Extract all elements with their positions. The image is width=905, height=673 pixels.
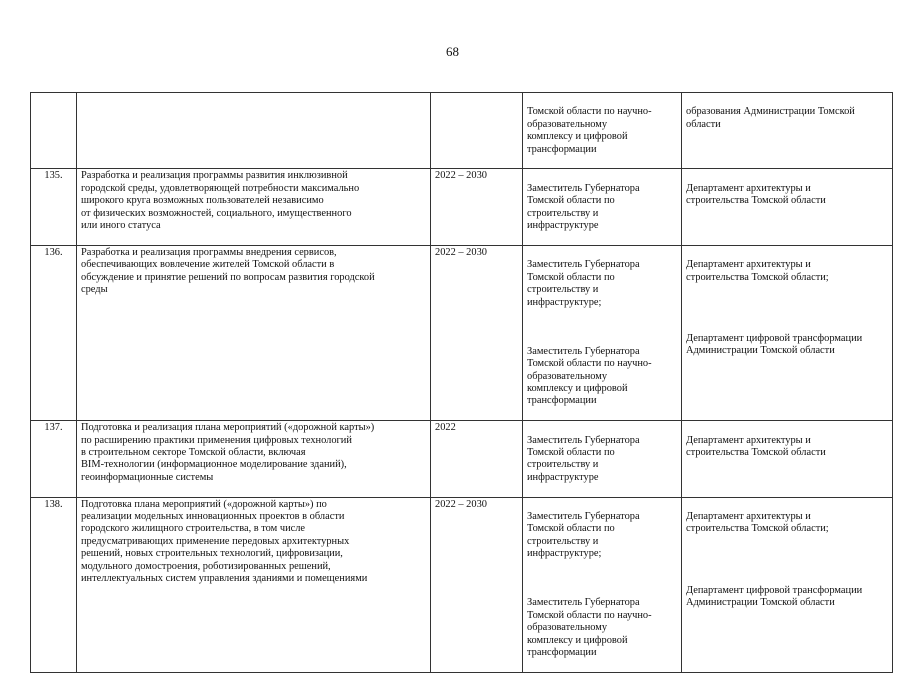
responsible-entry: Заместитель Губернатора Томской области по строительству и инфраструктуре; (527, 259, 640, 308)
measure-name: Подготовка плана мероприятий («дорожной карты») по реализации модельных инновационных проектов в области городского жилищного строительства, в том числе предусматривающих применение передовых архитектурных решений, новых строительных технологий, цифровизации, модульного домостроения, роботизированных решений, интеллектуальных систем управления зданиями и помещениями (77, 497, 431, 672)
executor-entry: Департамент архитектуры и строительства Томской области (686, 182, 826, 207)
measure-name: Подготовка и реализация плана мероприятий («дорожной карты») по расширению практики применения цифровых технологий в строительном секторе Томской области, включая BIM-технологии (информационное моделирование зданий), геоинформационные системы (77, 421, 431, 497)
executor-entry: Департамент архитектуры и строительства Томской области (686, 434, 826, 458)
responsible-entry: Заместитель Губернатора Томской области по строительству и инфраструктуре (527, 434, 640, 483)
executor-entry: Департамент цифровой трансформации Администрации Томской области (686, 584, 863, 609)
responsible-entry: Заместитель Губернатора Томской области по научно- образовательному комплексу и цифровой трансформации (527, 345, 652, 407)
table-row (31, 93, 893, 169)
responsible-official (523, 169, 682, 245)
executor-entry: Департамент архитектуры и строительства Томской области; (686, 259, 829, 283)
period: 2022 – 2030 (431, 497, 523, 672)
period (431, 93, 523, 169)
period: 2022 (431, 421, 523, 497)
row-number: 135. (31, 169, 77, 245)
executor (682, 245, 893, 420)
measures-table (30, 92, 893, 673)
executor (682, 169, 893, 245)
executor (682, 93, 893, 169)
table-row (31, 245, 893, 420)
responsible-official (523, 497, 682, 672)
measure-name: Разработка и реализация программы развития инклюзивной городской среды, удовлетворяющей потребности максимально широкого круга возможных пользователей независимо от физических возможностей, социального, имущественного или иного статуса (77, 169, 431, 245)
executor (682, 421, 893, 497)
executor-entry: Департамент архитектуры и строительства Томской области; (686, 511, 829, 535)
executor (682, 497, 893, 672)
executor-entry: Департамент цифровой трансформации Администрации Томской области (686, 332, 863, 357)
table-row (31, 497, 893, 672)
responsible-official (523, 421, 682, 497)
row-number (31, 93, 77, 169)
responsible-entry: Томской области по научно- образовательному комплексу и цифровой трансформации (527, 106, 652, 155)
responsible-entry: Заместитель Губернатора Томской области по строительству и инфраструктуре; (527, 511, 640, 560)
responsible-official (523, 93, 682, 169)
period: 2022 – 2030 (431, 169, 523, 245)
executor-entry: образования Администрации Томской области (686, 106, 855, 130)
row-number: 137. (31, 421, 77, 497)
row-number: 136. (31, 245, 77, 420)
table-row (31, 421, 893, 497)
table-row (31, 169, 893, 245)
responsible-entry: Заместитель Губернатора Томской области по научно- образовательному комплексу и цифровой трансформации (527, 597, 652, 659)
period: 2022 – 2030 (431, 245, 523, 420)
responsible-entry: Заместитель Губернатора Томской области по строительству и инфраструктуре (527, 182, 640, 232)
row-number: 138. (31, 497, 77, 672)
page-number: 68 (446, 44, 459, 59)
measure-name: Разработка и реализация программы внедрения сервисов, обеспечивающих вовлечение жителей Томской области в обсуждение и принятие решений по вопросам развития городской среды (77, 245, 431, 420)
measure-name (77, 93, 431, 169)
responsible-official (523, 245, 682, 420)
